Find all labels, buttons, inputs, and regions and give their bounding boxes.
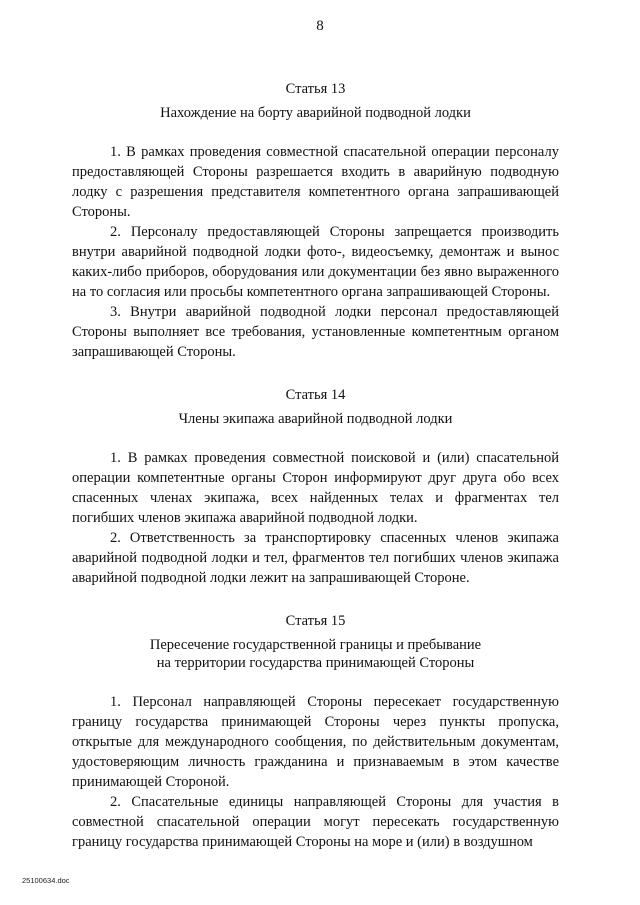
paragraph: 1. В рамках проведения совместной спасательной операции персоналу предоставляющей Стороны разрешается входить в аварийную подводную лодку с разрешения представителя компетентного органа запрашивающей Стороны.	[72, 144, 559, 220]
paragraph: 1. Персонал направляющей Стороны пересекает государственную границу государства принимающей Стороны через пункты пропуска, открытые для международного сообщения, по действительным документам, удостоверяющим личность гражданина и признаваемым в этом качестве принимающей Стороной.	[72, 694, 559, 790]
article-number: Статья 13	[285, 81, 346, 97]
article-15	[72, 612, 559, 852]
article-14	[72, 386, 559, 588]
article-13	[72, 80, 559, 362]
article-title-line-1: Пересечение государственной границы и пребывание	[149, 637, 482, 653]
paragraph: 2. Спасательные единицы направляющей Стороны для участия в совместной спасательной операции могут пересекать государственную границу государства принимающей Стороны на море и (или) в воздушном	[72, 794, 559, 850]
article-title: Члены экипажа аварийной подводной лодки	[178, 411, 453, 427]
paragraph: 3. Внутри аварийной подводной лодки персонал предоставляющей Стороны выполняет все требования, установленные компетентным органом запрашивающей Стороны.	[72, 304, 559, 360]
document-body	[72, 80, 559, 852]
article-number: Статья 14	[285, 387, 346, 403]
article-title: Нахождение на борту аварийной подводной лодки	[160, 105, 471, 121]
paragraph: 1. В рамках проведения совместной поисковой и (или) спасательной операции компетентные органы Сторон информируют друг друга обо всех спасенных членах экипажа, всех найденных телах и фрагментах тел погибших членов экипажа аварийной подводной лодки.	[72, 450, 559, 526]
paragraph: 2. Ответственность за транспортировку спасенных членов экипажа аварийной подводной лодки и тел, фрагментов тел погибших членов экипажа аварийной подводной лодки лежит на запрашивающей Стороне.	[72, 530, 559, 586]
paragraph: 2. Персоналу предоставляющей Стороны запрещается производить внутри аварийной подводной лодки фото-, видеосъемку, демонтаж и вынос каких-либо приборов, оборудования или документации без явно выраженного на то согласия или просьбы компетентного органа запрашивающей Стороны.	[72, 224, 559, 300]
file-name-footer: 25100634.doc	[22, 876, 70, 885]
article-title-line-2: на территории государства принимающей Стороны	[156, 655, 475, 671]
article-number: Статья 15	[285, 613, 346, 629]
page-number: 8	[316, 18, 324, 34]
